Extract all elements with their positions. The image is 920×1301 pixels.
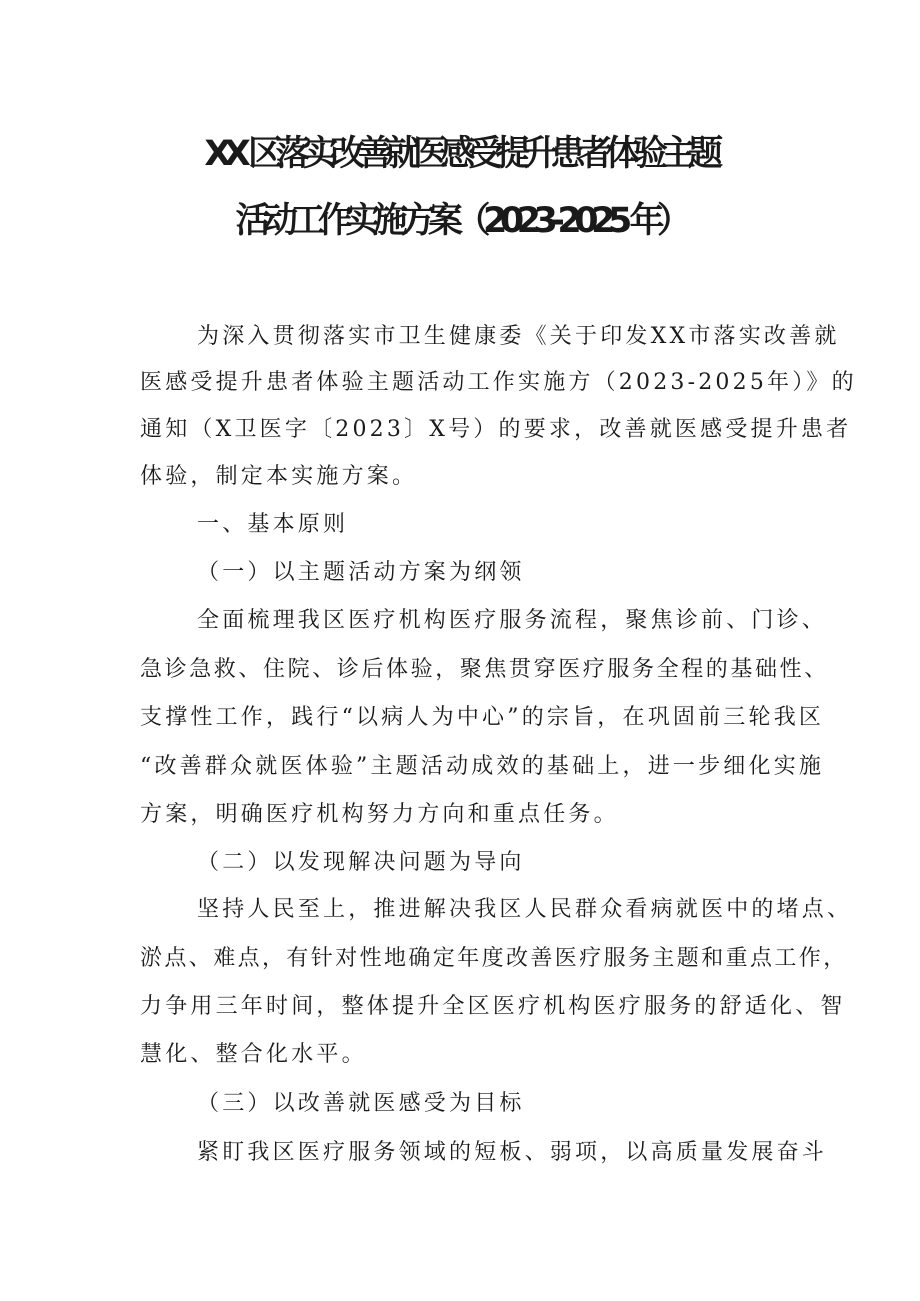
body-text-line: 淤点、难点，有针对性地确定年度改善医疗服务主题和重点工作， <box>140 946 848 971</box>
body-text-line: 紧盯我区医疗服务领域的短板、弱项，以高质量发展奋斗 <box>197 1140 828 1165</box>
body-text-line: 支撑性工作，践行“以病人为中心”的宗旨，在巩固前三轮我区 <box>140 705 825 730</box>
body-text-line: 力争用三年时间，整体提升全区医疗机构医疗服务的舒适化、智 <box>140 994 846 1019</box>
body-text-line: 为深入贯彻落实市卫生健康委《关于印发XX市落实改善就 <box>197 324 840 349</box>
document-title-line-2: 活动工作实施方案（2023-2025 年） <box>235 201 685 241</box>
body-text-line: 通知（X卫医字〔2023〕X号）的要求，改善就医感受提升患者 <box>140 417 852 442</box>
body-text-line: 坚持人民至上，推进解决我区人民群众看病就医中的堵点、 <box>197 897 853 922</box>
subsection-heading: （一）以主题活动方案为纲领 <box>197 560 525 585</box>
body-text-line: 方案，明确医疗机构努力方向和重点任务。 <box>140 802 619 827</box>
subsection-heading: （三）以改善就医感受为目标 <box>197 1091 525 1116</box>
body-text-line: 慧化、整合化水平。 <box>140 1042 367 1067</box>
body-text-line: 体验，制定本实施方案。 <box>140 464 418 489</box>
body-text-line: “改善群众就医体验”主题活动成效的基础上，进一步细化实施 <box>140 754 825 779</box>
document-title-line-1: XX 区落实改善就医感受提升患者体验主题 <box>204 134 716 174</box>
body-text-line: 急诊急救、住院、诊后体验，聚焦贯穿医疗服务全程的基础性、 <box>140 657 829 682</box>
section-heading: 一、基本原则 <box>197 512 349 537</box>
body-text-line: 医感受提升患者体验主题活动工作实施方（2023-2025年）》的 <box>140 370 857 395</box>
body-text-line: 全面梳理我区医疗机构医疗服务流程，聚焦诊前、门诊、 <box>197 608 828 633</box>
subsection-heading: （二）以发现解决问题为导向 <box>197 850 525 875</box>
